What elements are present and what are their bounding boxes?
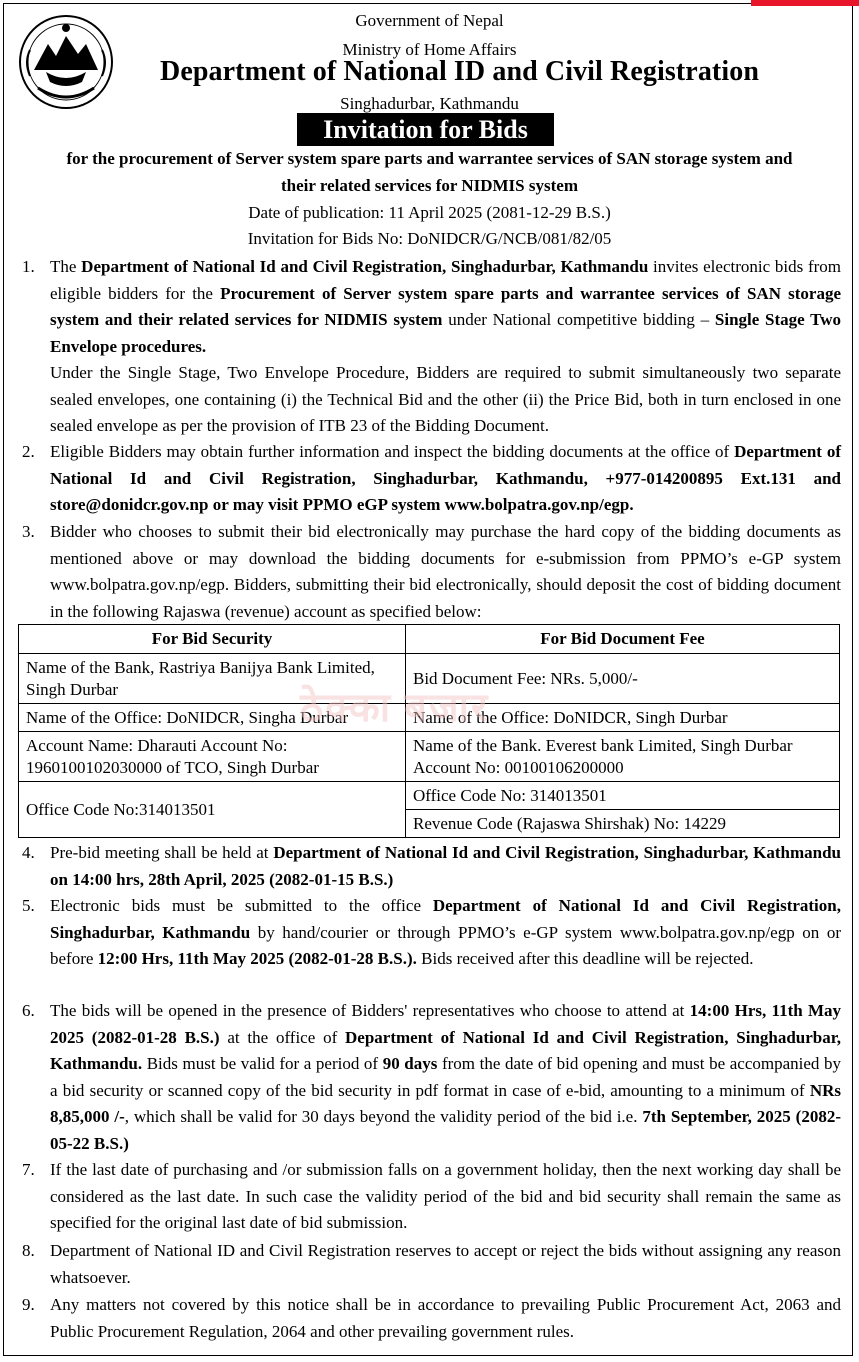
subject-line-1: for the procurement of Server system spare parts and warrantee services of SAN storage system and	[66, 149, 793, 168]
clause-1-procedure: Under the Single Stage, Two Envelope Procedure, Bidders are required to submit simultaneously two separate sealed envelopes, one containing (i) the Technical Bid and the other (ii) the Price Bid, both in turn enclosed in one sealed envelope as per the provision of ITB 23 of the Bidding Document.	[50, 363, 841, 435]
table-cell: Account Name: Dharauti Account No: 1960100102030000 of TCO, Singh Durbar	[19, 732, 406, 782]
notice-title: Invitation for Bids	[297, 113, 554, 146]
government-name: Government of Nepal	[355, 11, 504, 30]
clause-number: 9.	[22, 1295, 35, 1314]
table-cell: Name of the Office: DoNIDCR, Singha Durbar	[19, 704, 406, 732]
clause-2: Eligible Bidders may obtain further information and inspect the bidding documents at the office of Department of National Id and Civil Registration, Singhadurbar, Kathmandu, +977-014200895 Ext.131 and store@donidcr.gov.np or may visit PPMO eGP system www.bolpatra.gov.np/egp.	[50, 442, 841, 514]
table-header: For Bid Document Fee	[406, 625, 840, 654]
watermark: ठेक्का बजार	[300, 685, 490, 730]
clause-6: The bids will be opened in the presence of Bidders' representatives who choose to attend at 14:00 Hrs, 11th May 2025 (2082-01-28 B.S.) at the office of Department of National Id and Civil Registration, Singhadurbar, Kathmandu. Bids must be valid for a period of 90 days from the date of bid opening and must be accompanied by a bid security or scanned copy of the bid security in pdf format in case of e-bid, amounting to a minimum of NRs 8,85,000 /-, which shall be valid for 30 days beyond the validity period of the bid i.e. 7th September, 2025 (2082-05-22 B.S.)	[50, 1001, 841, 1153]
subject-line-2: their related services for NIDMIS system	[281, 176, 578, 195]
clause-3: Bidder who chooses to submit their bid electronically may purchase the hard copy of the bidding documents as mentioned above or may download the bidding documents for e-submission from PPMO’s e-GP system www.bolpatra.gov.np/egp. Bidders, submitting their bid electronically, should deposit the cost of bidding document in the following Rajaswa (revenue) account as specified below:	[50, 522, 841, 621]
clause-7: If the last date of purchasing and /or submission falls on a government holiday, then the next working day shall be considered as the last date. In such case the validity period of the bid and bid security shall remain the same as specified for the original last date of bid submission.	[50, 1160, 841, 1232]
clause-number: 6.	[22, 1001, 35, 1020]
table-cell: Name of the Bank. Everest bank Limited, Singh Durbar Account No: 00100106200000	[406, 732, 840, 782]
clause-number: 5.	[22, 896, 35, 915]
table-cell: Name of the Office: DoNIDCR, Singh Durbar	[406, 704, 840, 732]
clause-number: 4.	[22, 843, 35, 862]
publication-date: Date of publication: 11 April 2025 (2081-12-29 B.S.)	[248, 203, 611, 222]
clause-number: 2.	[22, 442, 35, 461]
clause-4: Pre-bid meeting shall be held at Department of National Id and Civil Registration, Singhadurbar, Kathmandu on 14:00 hrs, 28th April, 2025 (2082-01-15 B.S.)	[50, 843, 841, 889]
table-cell: Office Code No: 314013501	[406, 782, 840, 810]
clause-number: 8.	[22, 1241, 35, 1260]
clause-1: The Department of National Id and Civil Registration, Singhadurbar, Kathmandu invites electronic bids from eligible bidders for the Procurement of Server system spare parts and warrantee services of SAN storage system and their related services for NIDMIS system under National competitive bidding – Single Stage Two Envelope procedures.	[50, 257, 842, 356]
table-cell: Revenue Code (Rajaswa Shirshak) No: 14229	[406, 810, 840, 838]
clause-number: 3.	[22, 522, 35, 541]
clause-8: Department of National ID and Civil Registration reserves to accept or reject the bids without assigning any reason whatsoever.	[50, 1241, 841, 1287]
table-header: For Bid Security	[19, 625, 406, 654]
clause-number: 1.	[22, 257, 35, 276]
clause-5: Electronic bids must be submitted to the office Department of National Id and Civil Registration, Singhadurbar, Kathmandu by hand/courier or through PPMO’s e-GP system www.bolpatra.gov.np/egp on or before 12:00 Hrs, 11th May 2025 (2082-01-28 B.S.). Bids received after this deadline will be rejected.	[50, 896, 841, 968]
table-cell: Name of the Bank, Rastriya Banijya Bank Limited, Singh Durbar	[19, 654, 406, 704]
clause-number: 7.	[22, 1160, 35, 1179]
ifb-number: Invitation for Bids No: DoNIDCR/G/NCB/081/82/05	[247, 229, 612, 248]
clause-9: Any matters not covered by this notice shall be in accordance to prevailing Public Procurement Act, 2063 and Public Procurement Regulation, 2064 and other prevailing government rules.	[50, 1295, 841, 1341]
table-cell: Bid Document Fee: NRs. 5,000/-	[406, 654, 840, 704]
department-location: Singhadurbar, Kathmandu	[340, 94, 519, 113]
ministry-name: Ministry of Home Affairs	[342, 40, 517, 59]
table-cell: Office Code No:314013501	[19, 782, 406, 838]
department-name: Department of National ID and Civil Registration	[160, 56, 759, 87]
corner-accent	[751, 0, 859, 6]
